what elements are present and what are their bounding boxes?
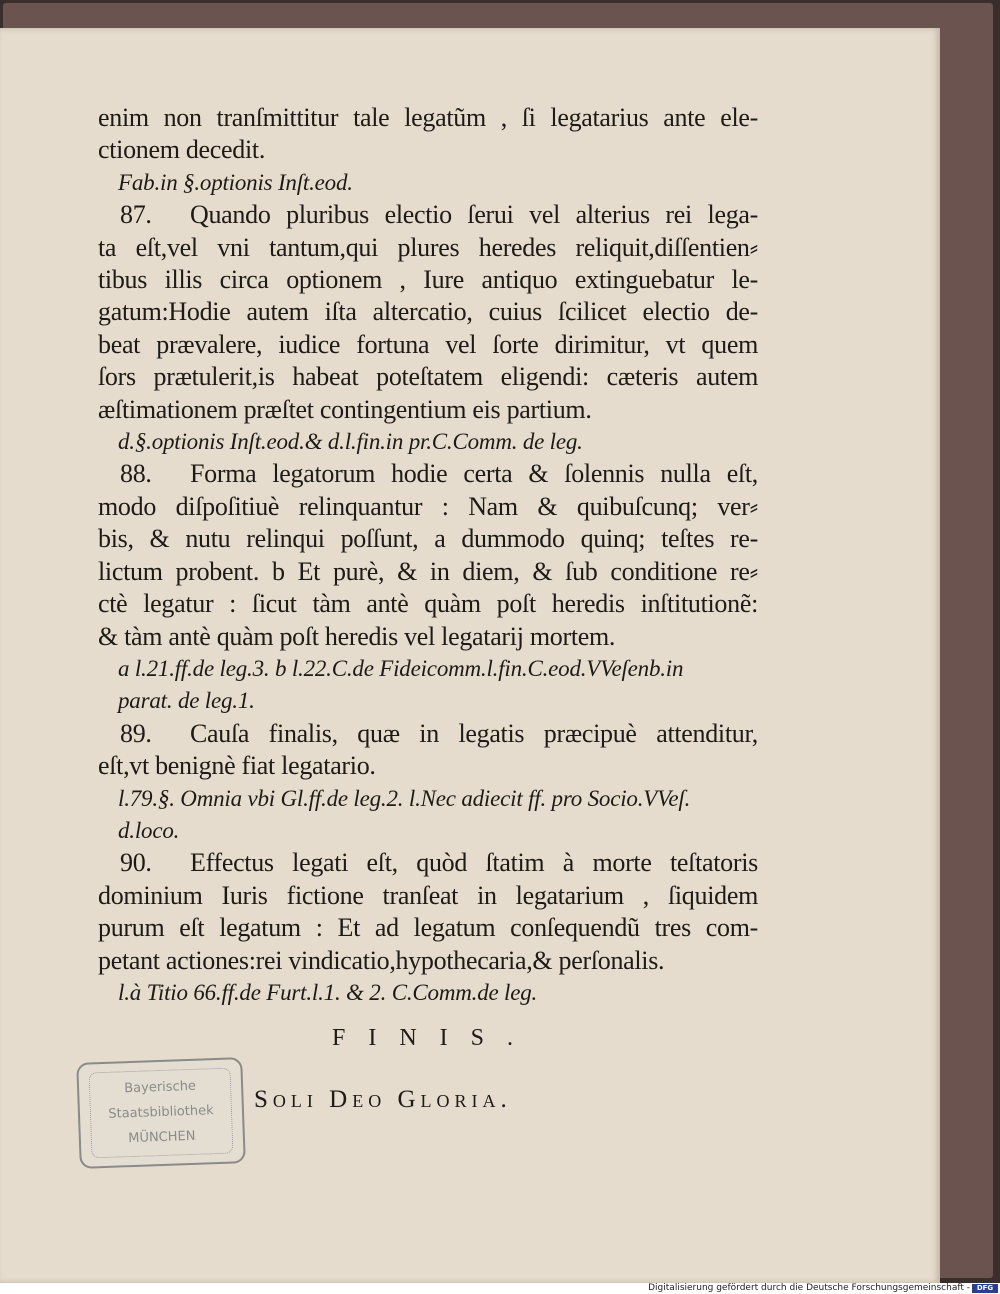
paragraph-line-text: Cauſa finalis, quæ in legatis præcipuè attenditur,: [190, 718, 758, 748]
citation-line: Fab.in §.optionis Inſt.eod.: [118, 169, 353, 195]
stamp-line-1: Bayerische: [124, 1078, 197, 1097]
body-text-line: ctè legatur : ſicut tàm antè quàm poſt heredis inſtitutionẽ:: [98, 589, 758, 619]
paragraph-first-line: [98, 718, 758, 750]
body-text-line: beat prævalere, iudice fortuna vel ſorte dirimitur, vt quem: [98, 329, 758, 359]
paragraph-number: 88.: [120, 459, 152, 489]
body-text-line: & tàm antè quàm poſt heredis vel legatarij mortem.: [98, 621, 616, 651]
paragraph-first-line: [98, 458, 758, 490]
paragraph-line-text: Forma legatorum hodie certa & ſolennis nulla eſt,: [190, 459, 758, 489]
body-text-line: tibus illis circa optionem , Iure antiquo extinguebatur le-: [98, 265, 758, 295]
stamp-line-2: Staatsbibliothek: [108, 1103, 214, 1122]
paragraph-number: 90.: [120, 848, 152, 878]
paragraph-number: 89.: [120, 718, 152, 748]
body-text-line: modo diſpoſitiuè relinquantur : Nam & quibuſcunq; ver⸗: [98, 491, 758, 521]
body-text-line: æſtimationem præſtet contingentium eis partium.: [98, 394, 592, 424]
library-stamp: [76, 1057, 246, 1169]
body-text-line: ta eſt,vel vni tantum,qui plures heredes reliquit,diſſentien⸗: [98, 232, 758, 262]
dfg-logo-icon: DFG: [972, 1284, 998, 1293]
citation-line: l.79.§. Omnia vbi Gl.ff.de leg.2. l.Nec adiecit ff. pro Socio.VVeſ.: [118, 785, 691, 811]
paragraph-number: 87.: [120, 200, 152, 230]
body-text-line: ctionem decedit.: [98, 135, 266, 165]
body-text-line: lictum probent. b Et purè, & in diem, & ſub conditione re⸗: [98, 556, 758, 586]
digitization-footer: [0, 1283, 1000, 1294]
paragraph-line-text: Effectus legati eſt, quòd ſtatim à morte teſtatoris: [190, 848, 758, 878]
body-text-line: enim non tranſmittitur tale legatũm , ſi legatarius ante ele-: [98, 103, 758, 132]
body-text-line: bis, & nutu relinqui poſſunt, a dummodo quinq; teſtes re-: [98, 524, 758, 554]
paragraph-first-line: [98, 847, 758, 879]
finis-heading: FINIS.: [332, 1025, 537, 1051]
soli-deo-gloria-line: Soli Deo Gloria.: [254, 1086, 512, 1113]
body-text-line: ſors prætulerit,is habeat poteſtatem eligendi: cæteris autem: [98, 362, 758, 392]
page-text-block: [98, 102, 758, 1009]
citation-line: d.loco.: [118, 817, 180, 843]
body-text-line: purum eſt legatum : Et ad legatum conſequendũ tres com-: [98, 913, 758, 943]
citation-line: a l.21.ff.de leg.3. b l.22.C.de Fideicomm.l.fin.C.eod.VVeſenb.in: [118, 655, 684, 681]
library-stamp-text: [89, 1068, 234, 1159]
body-text-line: petant actiones:rei vindicatio,hypothecaria,& perſonalis.: [98, 945, 665, 975]
citation-line: l.à Titio 66.ff.de Furt.l.1. & 2. C.Comm.de leg.: [118, 979, 538, 1005]
paragraph-first-line: [98, 199, 758, 231]
body-text-line: dominium Iuris fictione tranſeat in legatarium , ſiquidem: [98, 880, 758, 910]
body-text-line: gatum:Hodie autem iſta altercatio, cuius ſcilicet electio de-: [98, 297, 758, 327]
paragraph-line-text: Quando pluribus electio ſerui vel alterius rei lega-: [190, 200, 758, 230]
footer-credit-text: Digitalisierung gefördert durch die Deutsche Forschungsgemeinschaft -: [648, 1283, 970, 1293]
stamp-line-3: MÜNCHEN: [127, 1128, 196, 1147]
body-text-line: eſt,vt benignè fiat legatario.: [98, 751, 376, 781]
citation-line: parat. de leg.1.: [118, 688, 255, 714]
citation-line: d.§.optionis Inſt.eod.& d.l.fin.in pr.C.Comm. de leg.: [118, 429, 583, 455]
